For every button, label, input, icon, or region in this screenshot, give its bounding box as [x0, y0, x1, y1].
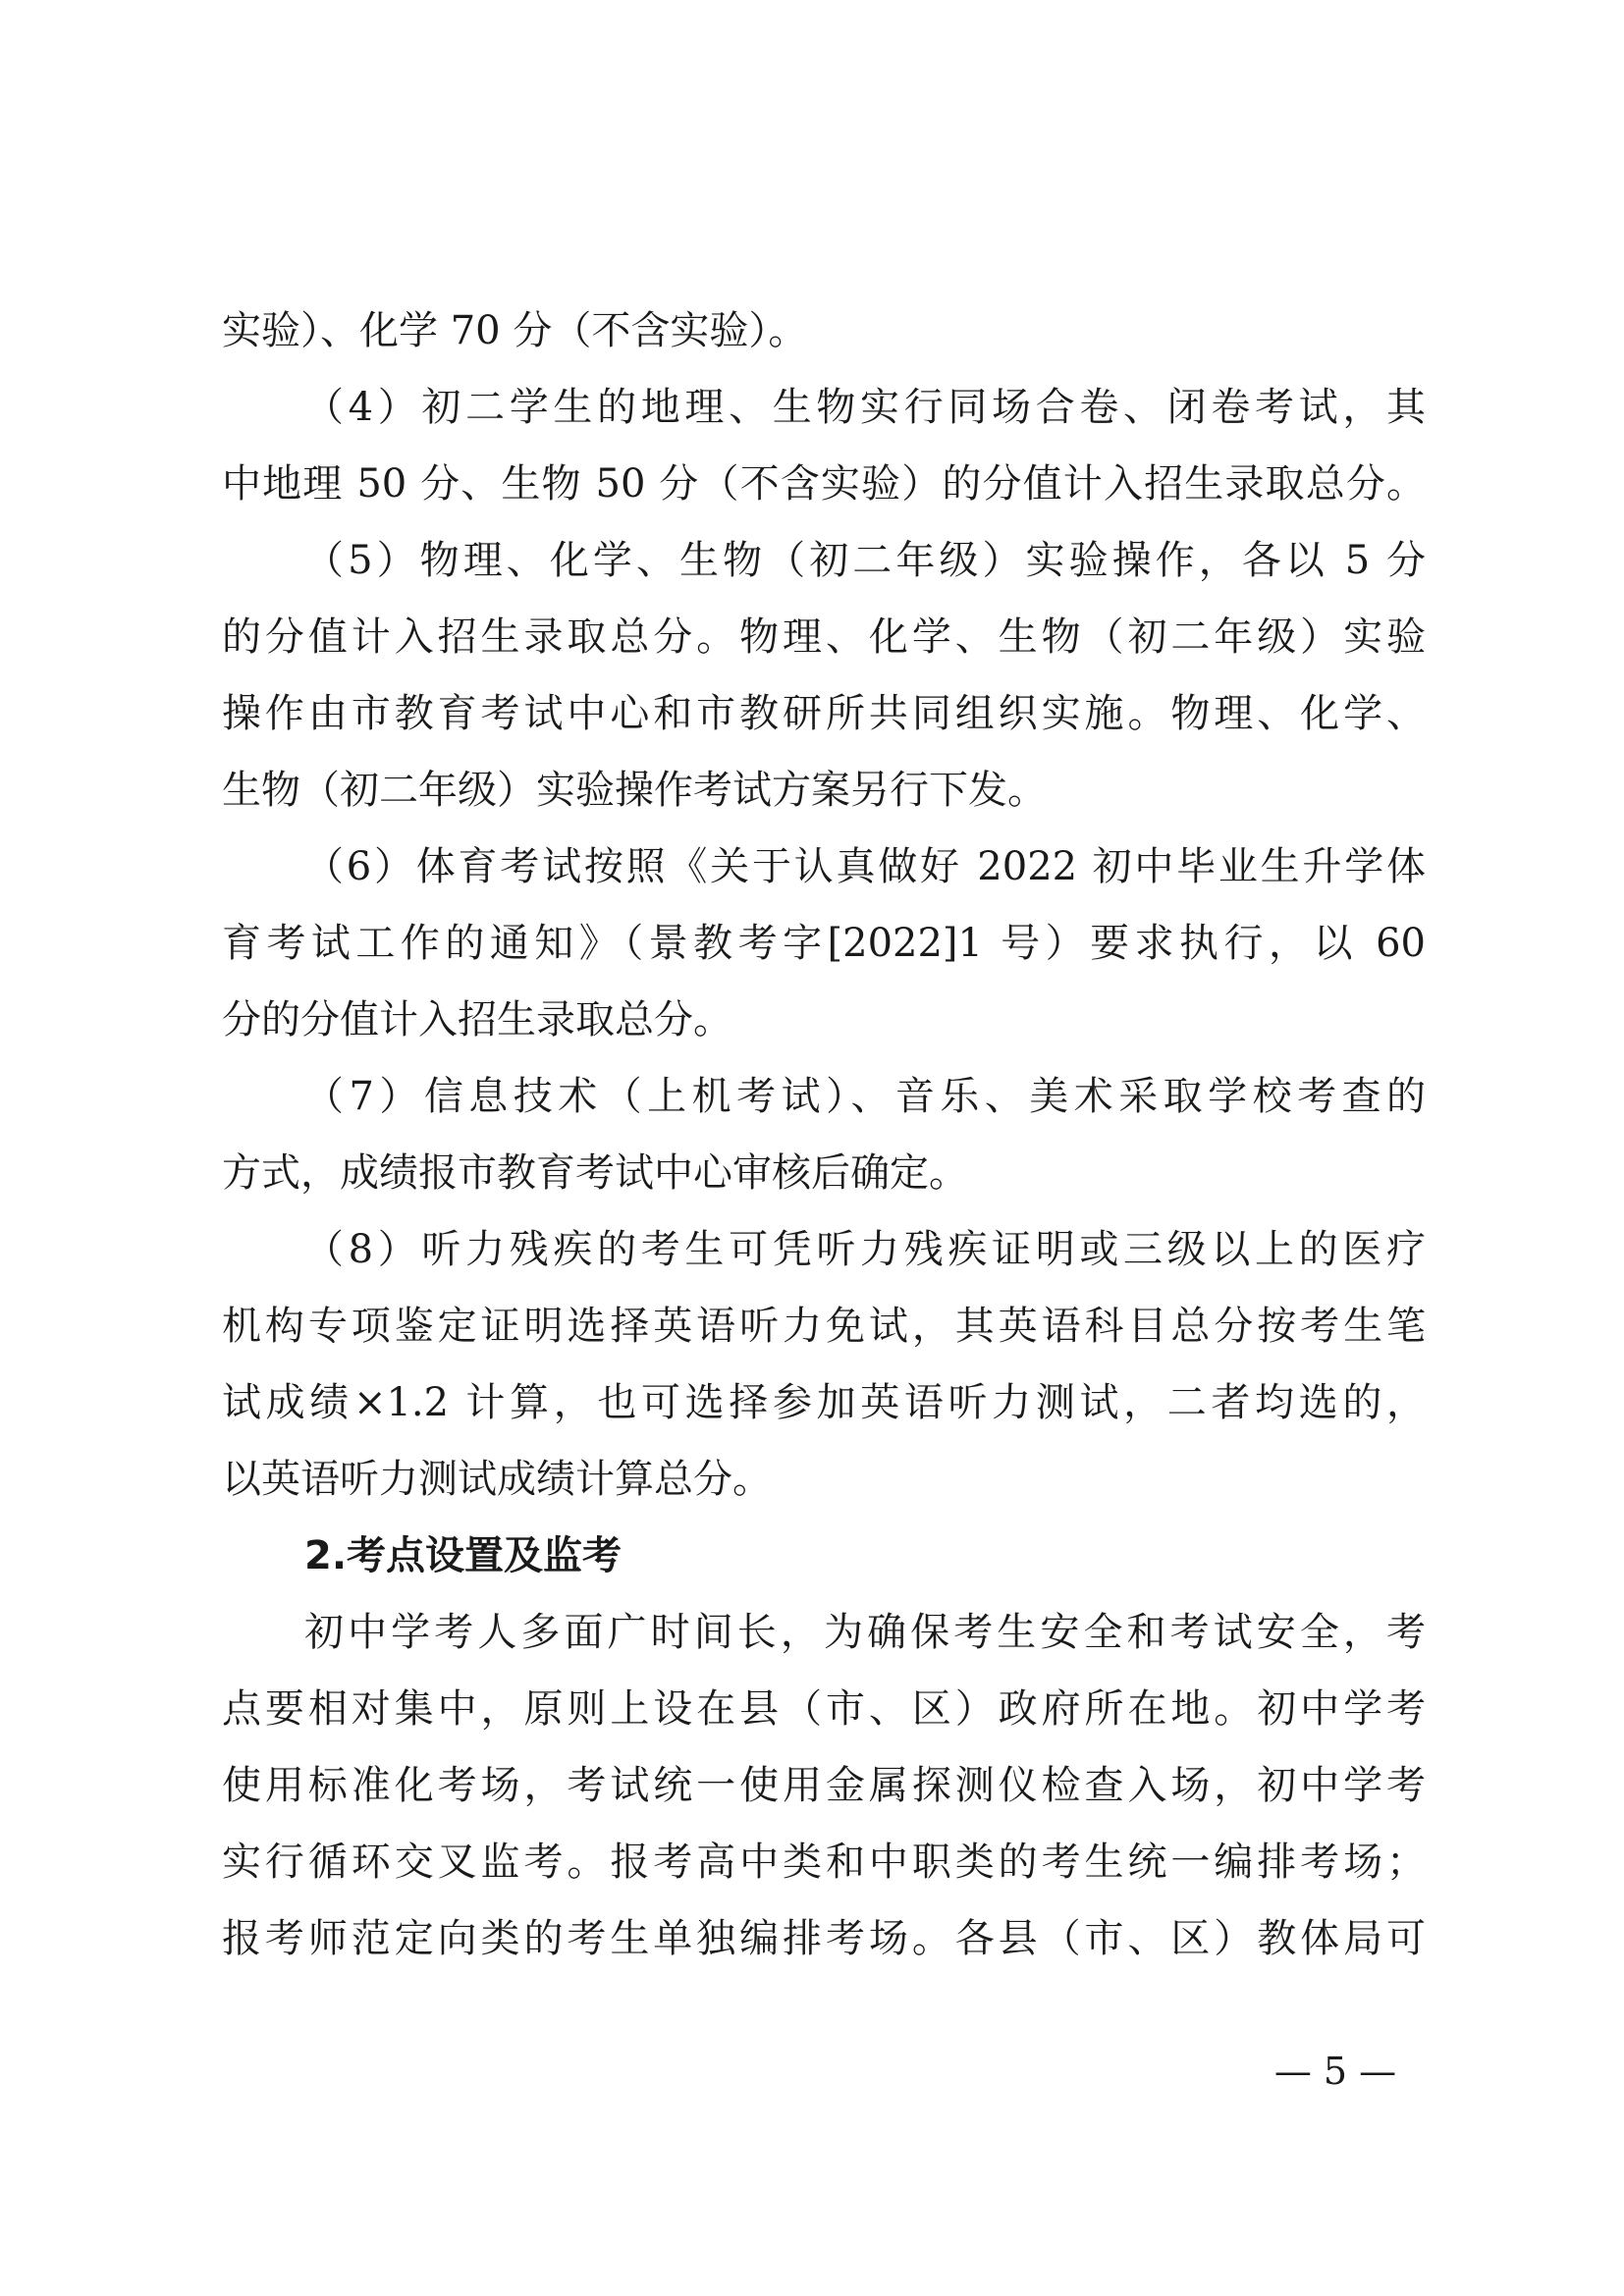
- text-line: 的分值计入招生录取总分。物理、化学、生物（初二年级）实验: [222, 614, 1426, 660]
- text-line: 方式，成绩报市教育考试中心审核后确定。: [222, 1150, 968, 1196]
- text-line: （4）初二学生的地理、生物实行同场合卷、闭卷考试，其: [304, 385, 1426, 430]
- text-line: 操作由市教育考试中心和市教研所共同组织实施。物理、化学、: [222, 691, 1426, 736]
- text-line: 机构专项鉴定证明选择英语听力免试，其英语科目总分按考生笔: [222, 1304, 1426, 1349]
- text-line: （8）听力残疾的考生可凭听力残疾证明或三级以上的医疗: [304, 1227, 1426, 1272]
- text-line: 中地理 50 分、生物 50 分（不含实验）的分值计入招生录取总分。: [222, 461, 1426, 507]
- text-line: 使用标准化考场，考试统一使用金属探测仪检查入场，初中学考: [222, 1763, 1426, 1808]
- section-heading: 2.考点设置及监考: [304, 1533, 623, 1578]
- text-line: 生物（初二年级）实验操作考试方案另行下发。: [222, 768, 1047, 813]
- text-line: （7）信息技术（上机考试）、音乐、美术采取学校考查的: [304, 1074, 1426, 1119]
- text-line: 以英语听力测试成绩计算总分。: [222, 1457, 772, 1502]
- document-body: [222, 293, 1426, 1977]
- text-line: 实验）、化学 70 分（不含实验）。: [222, 308, 808, 353]
- text-line: 报考师范定向类的考生单独编排考场。各县（市、区）教体局可: [222, 1916, 1426, 1961]
- text-line: 育考试工作的通知》（景教考字[2022]1 号）要求执行，以 60: [222, 921, 1426, 966]
- text-line: 分的分值计入招生录取总分。: [222, 997, 732, 1042]
- page-number: — 5 —: [1273, 2050, 1397, 2093]
- text-line: （6）体育考试按照《关于认真做好 2022 初中毕业生升学体: [304, 844, 1426, 889]
- text-line: 实行循环交叉监考。报考高中类和中职类的考生统一编排考场；: [222, 1840, 1426, 1885]
- text-line: 试成绩×1.2 计算，也可选择参加英语听力测试，二者均选的，: [222, 1380, 1426, 1425]
- text-line: 点要相对集中，原则上设在县（市、区）政府所在地。初中学考: [222, 1686, 1426, 1732]
- text-line: 初中学考人多面广时间长，为确保考生安全和考试安全，考: [304, 1610, 1426, 1655]
- text-line: （5）物理、化学、生物（初二年级）实验操作，各以 5 分: [304, 538, 1426, 583]
